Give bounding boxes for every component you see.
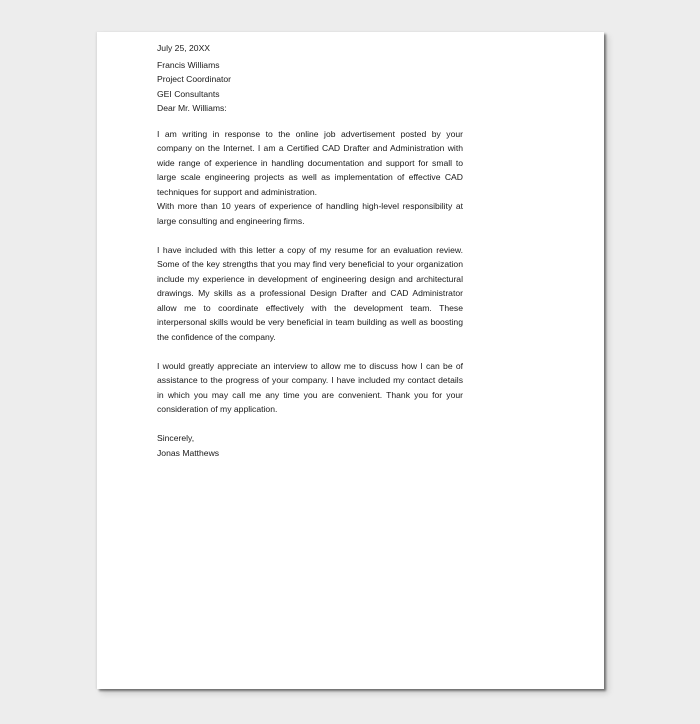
document-page [97,32,604,689]
letter-date: July 25, 20XX [157,43,211,53]
salutation: Dear Mr. Williams: [157,103,227,113]
paragraph-gap [157,417,463,432]
recipient-name: Francis Williams [157,59,220,70]
body-paragraph-2: With more than 10 years of experience of handling high-level responsibility at large consulting and engineering firms. [157,201,463,226]
body-paragraph-4: I would greatly appreciate an interview to allow me to discuss how I can be of assistance to the progress of your company. I have included my contact details in which you may call me any time you are convenient. Thank you for your consideration of my application. [157,360,463,414]
recipient-title: Project Coordinator [157,74,232,84]
body-paragraph-1: I am writing in response to the online job advertisement posted by your company on the Internet. I am a Certified CAD Drafter and Administration with wide range of experience in handling documentation and support for small to large scale engineering projects as well as implementation of effective CAD techniques for support and administration. [157,128,463,197]
recipient-company: GEI Consultants [157,88,220,99]
paragraph-gap [157,228,463,243]
paragraph-gap [157,344,463,359]
cover-letter [157,41,463,460]
signature-name: Jonas Matthews [157,447,220,458]
closing: Sincerely, [157,433,195,443]
body-paragraph-3: I have included with this letter a copy of my resume for an evaluation review. Some of the key strengths that you may find very beneficial to your organization include my experience in development of engineering design and architectural drawings. My skills as a professional Design Drafter and CAD Administrator allow me to coordinate effectively with the development team. These interpersonal skills would be very beneficial in team building as well as boosting the confidence of the company. [157,244,463,342]
